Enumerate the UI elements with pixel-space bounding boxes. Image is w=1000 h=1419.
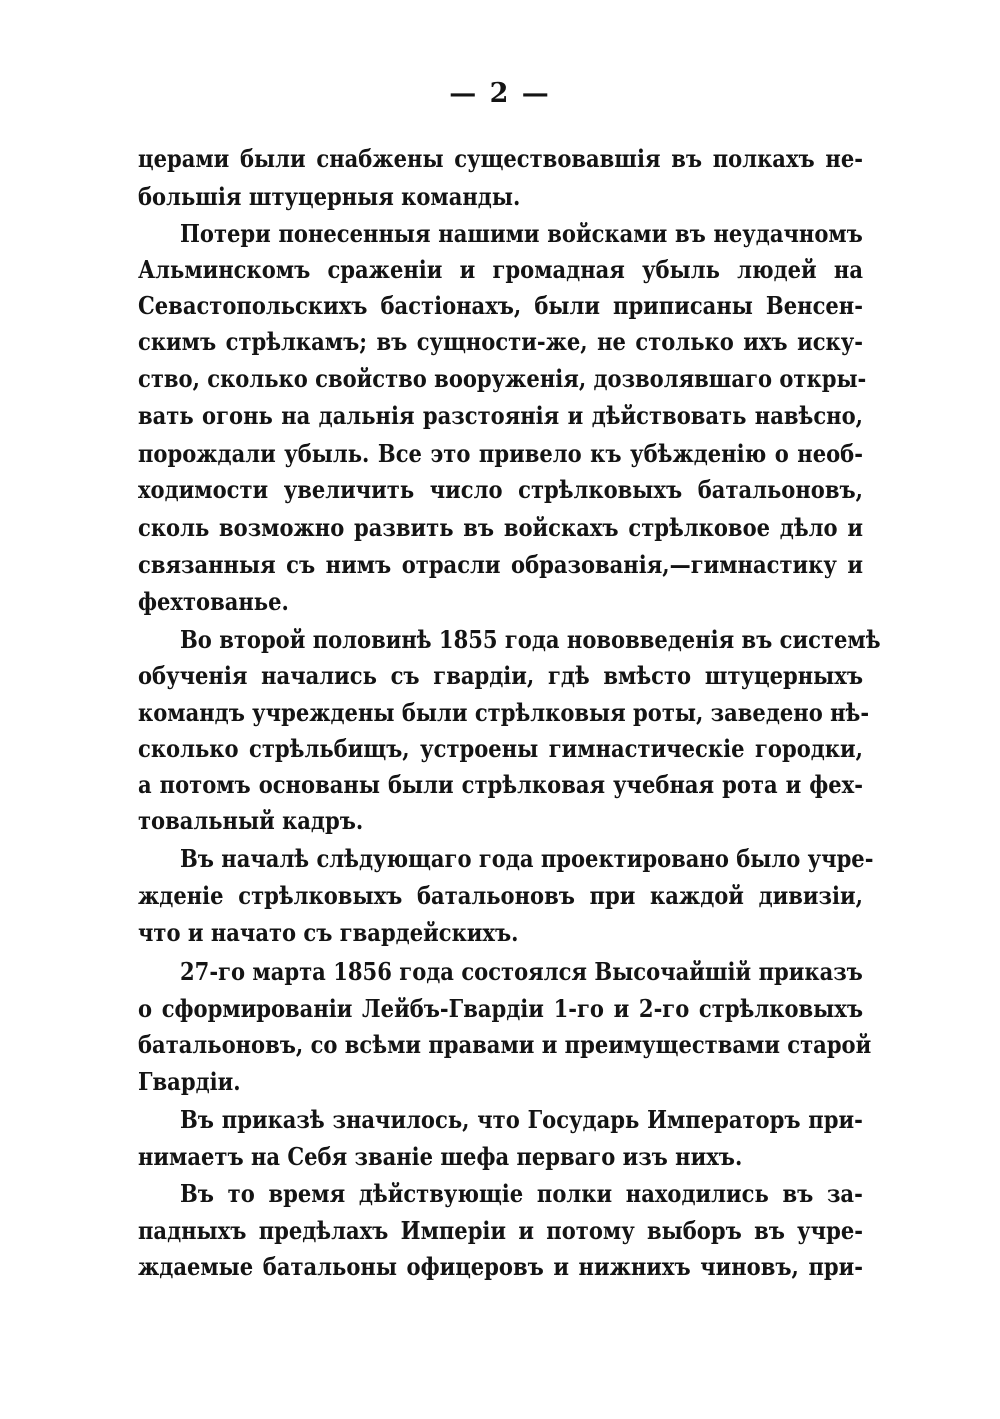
text-line: Въ то время дѣйствующіе полки находились въ за- xyxy=(180,1179,863,1208)
text-line: церами были снабжены существовавшія въ полкахъ не- xyxy=(138,144,863,173)
text-line: Въ приказѣ значилось, что Государь Императоръ при- xyxy=(180,1105,863,1134)
text-line: ходимости увеличить число стрѣлковыхъ батальоновъ, xyxy=(138,475,863,504)
text-line: что и начато съ гвардейскихъ. xyxy=(138,918,519,947)
text-line: Въ началѣ слѣдующаго года проектировано было учре- xyxy=(180,844,874,873)
text-line: большія штуцерныя команды. xyxy=(138,182,521,211)
text-line: ство, сколько свойство вооруженія, дозволявшаго откры- xyxy=(138,364,867,393)
text-line: порождали убыль. Все это привело къ убѣжденію о необ- xyxy=(138,439,863,468)
text-line: ждаемые батальоны офицеровъ и нижнихъ чиновъ, при- xyxy=(138,1252,863,1281)
text-line: связанныя съ нимъ отрасли образованія,—гимнастику и xyxy=(138,550,863,579)
text-line: Севастопольскихъ бастіонахъ, были приписаны Венсен- xyxy=(138,291,863,320)
text-line: сколько стрѣльбищъ, устроены гимнастическіе городки, xyxy=(138,734,863,763)
text-line: падныхъ предѣлахъ Имперіи и потому выборъ въ учре- xyxy=(138,1216,863,1245)
text-line: скимъ стрѣлкамъ; въ сущности-же, не столько ихъ иску- xyxy=(138,327,863,356)
text-line: товальный кадръ. xyxy=(138,806,364,835)
text-line: Потери понесенныя нашими войсками въ неудачномъ xyxy=(180,219,863,248)
text-line: обученія начались съ гвардіи, гдѣ вмѣсто штуцерныхъ xyxy=(138,661,863,690)
text-line: вать огонь на дальнія разстоянія и дѣйствовать навѣсно, xyxy=(138,401,863,430)
text-line: нимаетъ на Себя званіе шефа перваго изъ нихъ. xyxy=(138,1142,743,1171)
text-line: а потомъ основаны были стрѣлковая учебная рота и фех- xyxy=(138,770,863,799)
text-line: Альминскомъ сраженіи и громадная убыль людей на xyxy=(138,255,863,284)
text-line: Во второй половинѣ 1855 года нововведенія въ системѣ xyxy=(180,625,881,654)
text-line: сколь возможно развить въ войскахъ стрѣлковое дѣло и xyxy=(138,513,863,542)
text-line: батальоновъ, со всѣми правами и преимуществами старой xyxy=(138,1030,872,1059)
text-line: фехтованье. xyxy=(138,587,289,616)
text-line: Гвардіи. xyxy=(138,1067,241,1096)
page-number: — 2 — xyxy=(449,78,551,109)
text-line: командъ учреждены были стрѣлковыя роты, заведено нѣ- xyxy=(138,698,870,727)
text-line: жденіе стрѣлковыхъ батальоновъ при каждой дивизіи, xyxy=(138,881,863,910)
text-line: о сформированіи Лейбъ-Гвардіи 1-го и 2-го стрѣлковыхъ xyxy=(138,994,863,1023)
text-line: 27-го марта 1856 года состоялся Высочайшій приказъ xyxy=(180,957,863,986)
